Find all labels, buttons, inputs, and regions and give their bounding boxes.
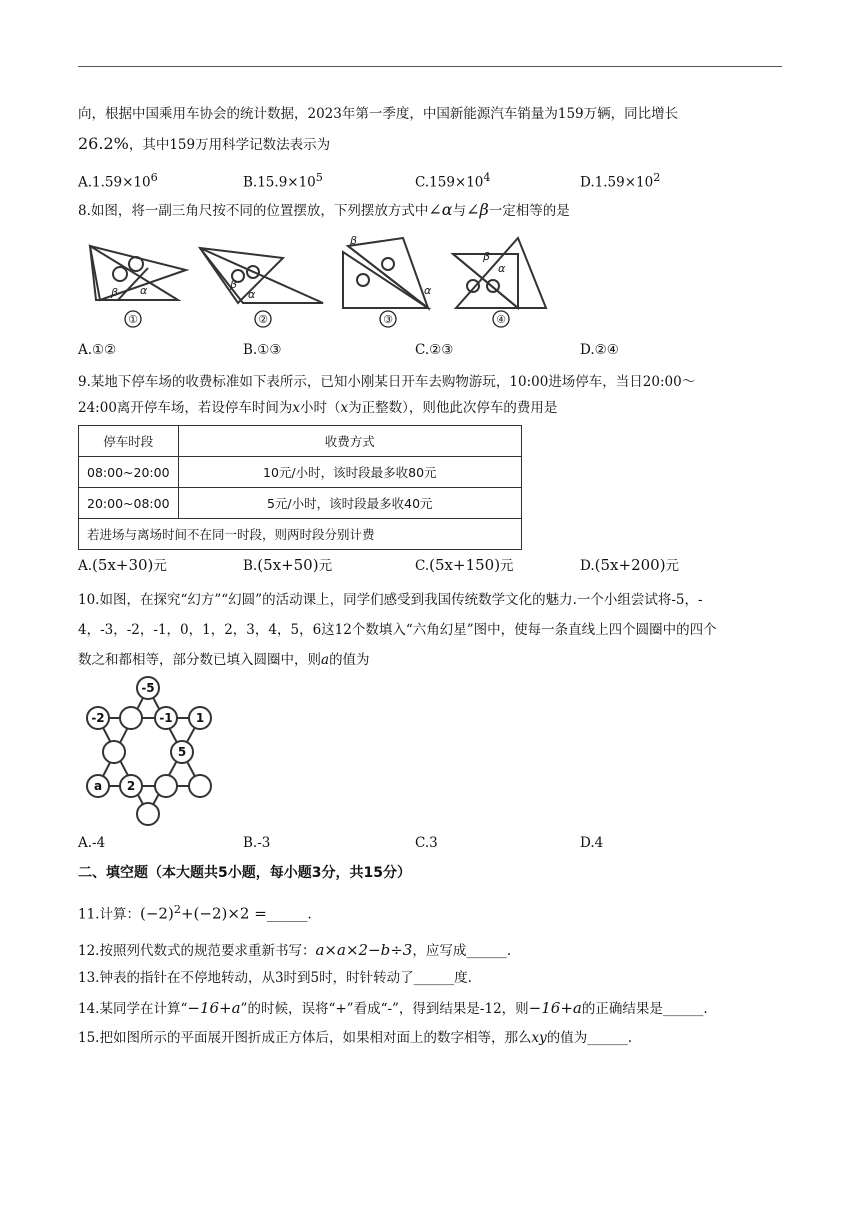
table-row <box>79 488 522 519</box>
q7-line2-text: ，其中159万用科学记数法表示为 <box>128 137 331 153</box>
header-rule <box>78 66 782 67</box>
q10-option-b[interactable]: B.-3 <box>243 835 271 851</box>
q9-option-c[interactable]: C.(5x+150)元 <box>415 556 514 574</box>
circle-inner-right-value: -1 <box>159 711 173 725</box>
fig2-alpha: α <box>248 288 256 301</box>
q13: 13.钟表的指针在不停地转动，从3时到5时，时针转动了______度. <box>78 970 472 986</box>
q7-option-a[interactable]: $A.1.59\times 10^6$ <box>78 171 158 191</box>
table-cell: 08:00~20:00 <box>79 457 179 488</box>
q12: 12.按照列代数式的规范要求重新书写：a×a×2−b÷3，应写成______. <box>78 941 512 959</box>
table-cell: 10元/小时，该时段最多收80元 <box>178 457 521 488</box>
q7-option-d[interactable]: $D.1.59\times 10^2$ <box>580 171 661 191</box>
fig-label-1: ① <box>128 313 138 326</box>
q9-line2: 24:00离开停车场，若设停车时间为x小时（x为正整数），则他此次停车的费用是 <box>78 400 558 416</box>
q10-option-d[interactable]: D.4 <box>580 835 604 851</box>
table-note: 若进场与离场时间不在同一时段，则两时段分别计费 <box>79 519 522 550</box>
table-header-cell: 收费方式 <box>178 426 521 457</box>
q14-blank[interactable]: ______ <box>662 1001 704 1017</box>
q10-option-c[interactable]: C.3 <box>415 835 438 851</box>
q9-option-a[interactable]: A.(5x+30)元 <box>78 556 167 574</box>
table-row <box>79 519 522 550</box>
q9-option-b[interactable]: B.(5x+50)元 <box>243 556 333 574</box>
fee-table <box>78 425 522 550</box>
fig-label-3: ③ <box>383 313 393 326</box>
q12-blank[interactable]: ______ <box>466 943 507 959</box>
circle-inner-left <box>120 707 142 729</box>
circle-bottom-inner-left-value: 2 <box>126 779 136 793</box>
q11: 11.计算：$(-2)^2+(-2)\times 2$ =______. <box>78 903 312 923</box>
table-header-cell: 停车时段 <box>79 426 179 457</box>
q7-line2 <box>78 134 330 155</box>
q15-blank[interactable]: ______ <box>587 1030 628 1046</box>
table-header-row <box>79 426 522 457</box>
section-heading: 二、填空题（本大题共5小题，每小题3分，共15分） <box>78 865 411 881</box>
fig4-alpha: α <box>498 262 506 275</box>
fig2-beta: β <box>230 278 238 291</box>
q7-option-b[interactable]: $B.15.9\times 10^5$ <box>243 171 323 191</box>
circle-left-value: -2 <box>91 711 105 725</box>
q7-percent: 26.2% <box>78 134 129 153</box>
q8-option-c[interactable]: C.②③ <box>415 342 454 358</box>
circle-mid-right-value: 5 <box>177 745 187 759</box>
q15: 15.把如图所示的平面展开图折成正方体后，如果相对面上的数字相等，那么xy的值为______. <box>78 1030 633 1046</box>
fig-label-2: ② <box>258 313 268 326</box>
fig-label-4: ④ <box>496 313 506 326</box>
fig3-beta: β <box>350 234 358 247</box>
q11-blank[interactable]: ______ <box>266 906 308 923</box>
q9-option-d[interactable]: D.(5x+200)元 <box>580 556 680 574</box>
q9-line1: 9.某地下停车场的收费标准如下表所示，已知小刚某日开车去购物游玩，10:00进场停车，当日20:00～ <box>78 374 696 390</box>
q8-figure <box>78 228 548 332</box>
table-cell: 20:00~08:00 <box>79 488 179 519</box>
table-cell: 5元/小时，该时段最多收40元 <box>178 488 521 519</box>
circle-mid-left <box>103 741 125 763</box>
circle-bottom-inner-right <box>155 775 177 797</box>
table-row <box>79 457 522 488</box>
q10-option-a[interactable]: A.-4 <box>78 835 106 851</box>
q10-line1: 10.如图，在探究“幻方”“幻圆”的活动课上，同学们感受到我国传统数学文化的魅力.一个小组尝试将-5，- <box>78 592 703 608</box>
hexagram-figure <box>78 674 228 826</box>
circle-right-value: 1 <box>195 711 205 725</box>
circle-bottom-right <box>189 775 211 797</box>
fig4-beta: β <box>483 250 491 263</box>
q10-line2: 4，-3，-2，-1，0，1，2，3，4，5，6这12个数填入“六角幻星”图中，使每一条直线上四个圆圈中的四个 <box>78 622 717 638</box>
q14: 14.某同学在计算“−16+a”的时候，误将“+”看成“-”，得到结果是-12，则−16+a的正确结果是______. <box>78 999 708 1017</box>
q7-line1: 向，根据中国乘用车协会的统计数据，2023年第一季度，中国新能源汽车销量为159万辆，同比增长 <box>78 106 679 122</box>
circle-top-value: -5 <box>141 681 155 695</box>
circle-bottom-left-value: a <box>93 779 103 793</box>
fig1-beta: β <box>111 286 119 299</box>
q10-line3: 数之和都相等，部分数已填入圆圈中，则a的值为 <box>78 652 370 668</box>
q8-option-d[interactable]: D.②④ <box>580 342 619 358</box>
q13-blank[interactable]: ______ <box>413 970 455 986</box>
q7-option-c[interactable]: $C.159\times 10^4$ <box>415 171 491 191</box>
q8-stem: 8.如图，将一副三角尺按不同的位置摆放，下列摆放方式中∠α与∠β一定相等的是 <box>78 200 570 219</box>
q8-option-a[interactable]: A.①② <box>78 342 117 358</box>
q8-option-b[interactable]: B.①③ <box>243 342 282 358</box>
circle-bottom <box>137 803 159 825</box>
fig1-alpha: α <box>140 284 148 297</box>
fig3-alpha: α <box>424 284 432 297</box>
